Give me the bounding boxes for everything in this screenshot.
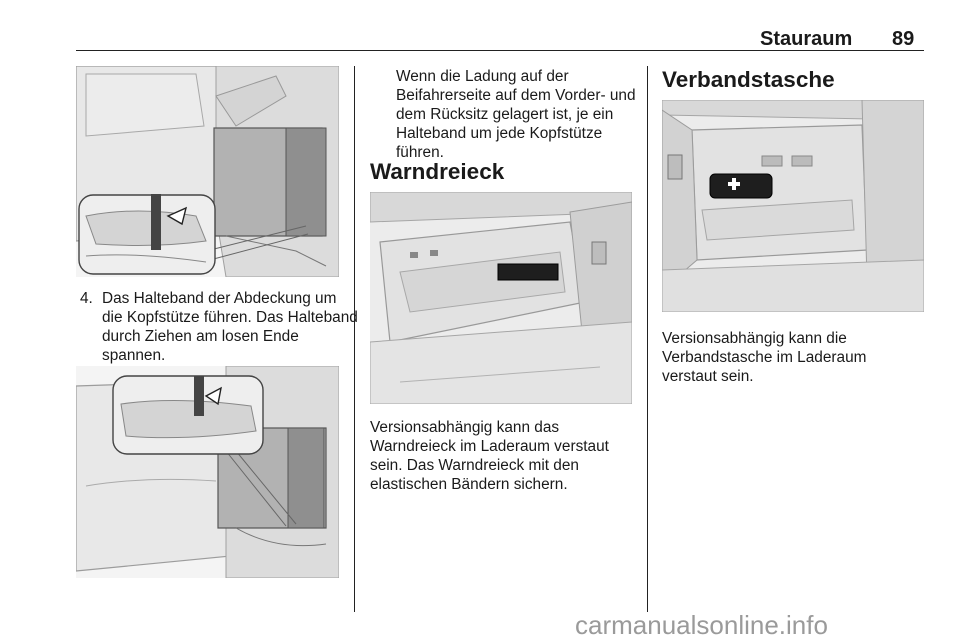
page-number: 89	[892, 28, 915, 50]
warndreieck-caption: Versionsabhängig kann das Warndreieck im Laderaum verstaut sein. Das Warndreieck mit den elastischen Bändern sichern.	[370, 419, 609, 493]
figure-headrest-strap	[76, 366, 339, 578]
heading-verbandstasche: Verbandstasche	[662, 67, 835, 92]
section-title: Stauraum	[760, 28, 853, 50]
figure-first-aid-kit	[662, 100, 924, 312]
watermark: carmanualsonline.info	[575, 610, 828, 640]
step-number: 4.	[80, 290, 93, 307]
header-rule	[76, 50, 924, 51]
figure-cover-strap	[76, 66, 339, 277]
figure-warning-triangle	[370, 192, 632, 404]
column-divider-right	[647, 66, 648, 612]
intro-text: Wenn die Ladung auf der Beifahrerseite auf dem Vorder- und dem Rücksitz gelagert ist, je ein Halteband um jede Kopfstütze führen.	[396, 68, 636, 161]
step-text: Das Halteband der Abdeckung um die Kopfstütze führen. Das Halteband durch Ziehen am losen Ende spannen.	[102, 290, 358, 364]
verbandstasche-caption: Versionsabhängig kann die Verbandstasche im Laderaum verstaut sein.	[662, 330, 867, 385]
heading-warndreieck: Warndreieck	[370, 159, 505, 184]
